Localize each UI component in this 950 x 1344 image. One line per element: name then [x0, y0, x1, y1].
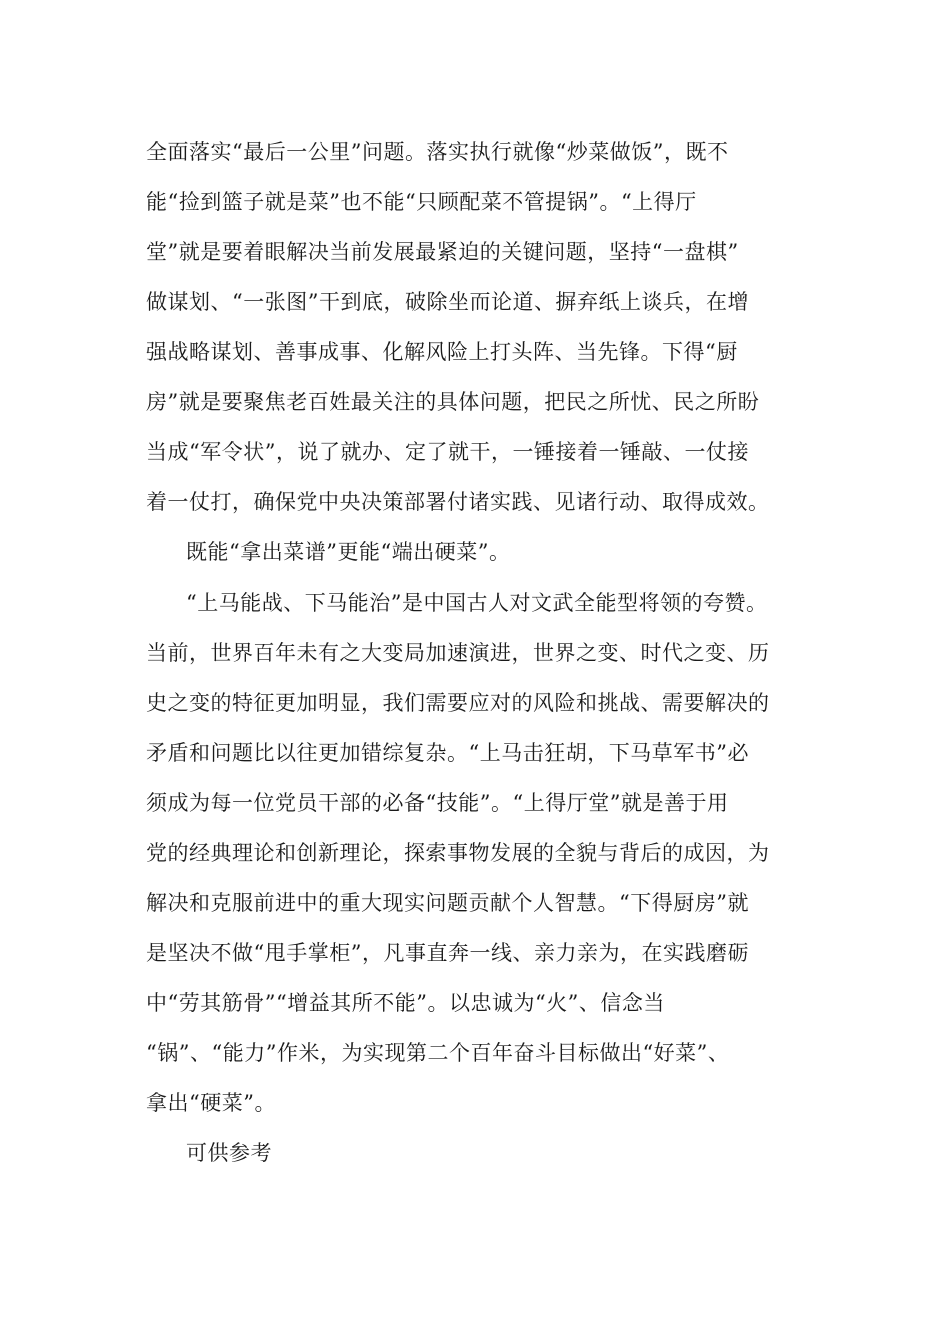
- text-line: 做谋划、“一张图”干到底，破除坐而论道、摒弃纸上谈兵，在增: [146, 290, 749, 314]
- text-line: 房”就是要聚焦老百姓最关注的具体问题，把民之所忧、民之所盼: [146, 390, 760, 414]
- text-line: 当前，世界百年未有之大变局加速演进，世界之变、时代之变、历: [146, 641, 770, 665]
- text-line: 强战略谋划、善事成事、化解风险上打头阵、当先锋。下得“厨: [146, 340, 738, 364]
- text-line: 矛盾和问题比以往更加错综复杂。“上马击狂胡，下马草军书”必: [146, 741, 749, 765]
- text-line: 当成“军令状”，说了就办、定了就干，一锤接着一锤敲、一仗接: [146, 440, 749, 464]
- footer-note: 可供参考: [186, 1141, 272, 1165]
- text-line: “上马能战、下马能治”是中国古人对文武全能型将领的夸赞。: [186, 591, 768, 615]
- text-line: “锅”、“能力”作米，为实现第二个百年奋斗目标做出“好菜”、: [146, 1041, 730, 1065]
- text-line: 史之变的特征更加明显，我们需要应对的风险和挑战、需要解决的: [146, 691, 770, 715]
- text-line: 是坚决不做“甩手掌柜”，凡事直奔一线、亲力亲为，在实践磨砺: [146, 941, 749, 965]
- text-line: 堂”就是要着眼解决当前发展最紧迫的关键问题，坚持“一盘棋”: [146, 240, 739, 264]
- text-line: 党的经典理论和创新理论，探索事物发展的全貌与背后的成因，为: [146, 841, 770, 865]
- text-line: 中“劳其筋骨”“增益其所不能”。以忠诚为“火”、信念当: [146, 991, 665, 1015]
- text-line: 全面落实“最后一公里”问题。落实执行就像“炒菜做饭”，既不: [146, 140, 729, 164]
- text-line: 拿出“硬菜”。: [146, 1091, 276, 1115]
- text-line: 须成为每一位党员干部的必备“技能”。“上得厅堂”就是善于用: [146, 791, 729, 815]
- section-subheading: 既能“拿出菜谱”更能“端出硬菜”。: [186, 540, 511, 564]
- text-line: 能“捡到篮子就是菜”也不能“只顾配菜不管提锅”。“上得厅: [146, 190, 697, 214]
- text-line: 解决和克服前进中的重大现实问题贡献个人智慧。“下得厨房”就: [146, 891, 749, 915]
- text-line: 着一仗打，确保党中央决策部署付诸实践、见诸行动、取得成效。: [146, 490, 770, 514]
